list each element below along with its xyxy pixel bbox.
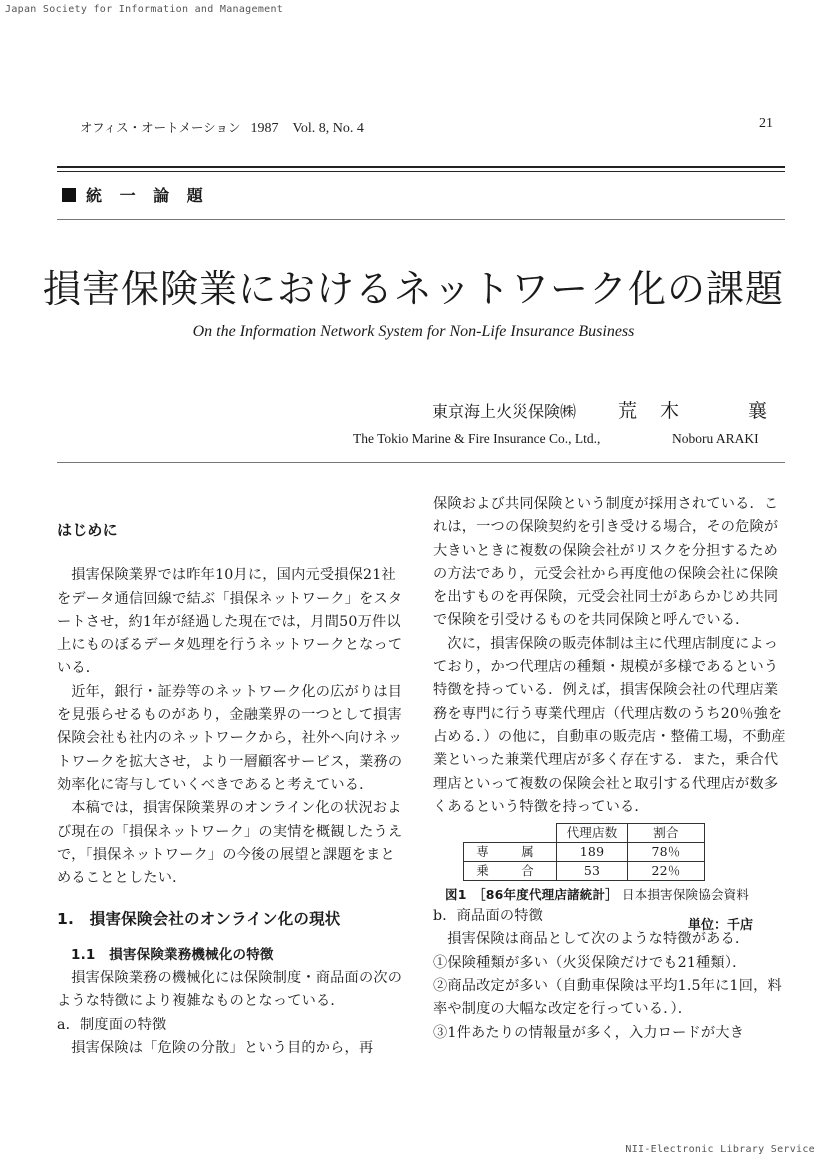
table-cell: 78％ [628, 843, 705, 862]
section-label [62, 183, 209, 206]
paragraph: 近年，銀行・証券等のネットワーク化の広がりは目を見張らせるものがあり，金融業界の一つとして損害保険会社も社内のネットワークから，社外へ向けネットワークを拡大させ，より一層顧客サービス，業務の効率化に寄与していくべきであると考えている． [57, 683, 403, 793]
right-column [433, 493, 791, 1045]
paragraph: 損害保険業界では昨年10月に，国内元受損保21社をデータ通信回線で結ぶ「損保ネットワーク」をスタートさせ，約1年が経過した現在では，月間50万件以上にものぼるデータ処理を行うネットワークとなっている． [57, 567, 403, 677]
table-cell: 22％ [628, 862, 705, 881]
list-item: ③1件あたりの情報量が多く，入力ロードが大き [433, 1024, 745, 1041]
section-label-text: 統 一 論 題 [86, 186, 209, 205]
list-item: a．制度面の特徴 [57, 1016, 167, 1033]
author-affiliation-ja: 東京海上火災保険㈱ [432, 402, 577, 421]
table-unit-label: 単位：千店 [688, 918, 754, 933]
list-item: ①保険種類が多い（火災保険だけでも21種類）． [433, 954, 747, 971]
section-rule [57, 219, 785, 220]
running-head [80, 117, 364, 137]
author-affiliation-en: The Tokio Marine & Fire Insurance Co., Ltd., [353, 431, 601, 446]
author-name-part: 木 [660, 400, 680, 422]
author-name-en: Noboru ARAKI [672, 431, 759, 446]
table-cell: 53 [557, 862, 628, 881]
table-row-label: 専 属 [464, 843, 557, 862]
table-corner-cell [464, 824, 557, 843]
paragraph: 保険および共同保険という制度が採用されている．これは，一つの保険契約を引き受ける場合，その危険が大きいときに複数の保険会社がリスクを分担するための方法であり，元受会社から再度他の保険会社に保険を出すものを再保険，元受会社同士があらかじめ共同で保険を引受けるものを共同保険と呼んでいる． [433, 496, 779, 629]
table-header-cell: 割合 [628, 824, 705, 843]
header-rule-thick [57, 166, 785, 168]
watermark-bottom: NII-Electronic Library Service [625, 1144, 815, 1155]
left-column [57, 493, 407, 1060]
subsection-heading: 1.1 損害保険業務機械化の特徴 [71, 946, 274, 963]
paragraph: 次に，損害保険の販売体制は主に代理店制度によっており，かつ代理店の種類・規模が多様であるという特徴を持っている．例えば，損害保険会社の代理店業務を専門に行う専業代理店（代理店数のうち20％強を占める．）の他に，自動車の販売店・整備工場，不動産業といった兼業代理店が多く存在する．また，乗合代理店といって複数の保険会社と取引する代理店が数多くあるという特徴を持っている． [433, 635, 786, 815]
intro-heading: はじめに [57, 521, 118, 539]
paragraph: 損害保険は商品として次のような特徴がある． [447, 931, 750, 948]
figure-title: ［86年度代理店諸統計］ [479, 887, 618, 903]
table-row [464, 862, 705, 881]
square-bullet-icon [62, 188, 76, 202]
author-rule [57, 462, 785, 463]
author-name-ja [618, 396, 767, 423]
section-heading: 1. 損害保険会社のオンライン化の現状 [57, 910, 341, 929]
author-name-part: 荒 [618, 400, 638, 422]
journal-name: オフィス・オートメーション [80, 120, 241, 135]
figure-source: 日本損害保険協会資料 [622, 887, 750, 903]
table-row-label: 乗 合 [464, 862, 557, 881]
table-row [464, 843, 705, 862]
author-name-part: 襄 [748, 400, 768, 422]
paragraph: 損害保険は「危険の分散」という目的から，再 [71, 1039, 374, 1056]
journal-volume: 1987 Vol. 8, No. 4 [250, 121, 364, 136]
title-en: On the Information Network System for Non-Life Insurance Business [192, 323, 635, 340]
title-ja: 損害保険業におけるネットワーク化の課題 [42, 267, 784, 311]
paragraph: 本稿では，損害保険業界のオンライン化の状況および現在の「損保ネットワーク」の実情を概観したうえで，「損保ネットワーク」の今後の展望と課題をまとめることとしたい． [57, 800, 403, 887]
paragraph: 損害保険業務の機械化には保険制度・商品面の次のような特徴により複雑なものとなっている． [57, 970, 403, 1010]
table-cell: 189 [557, 843, 628, 862]
figure-label: 図1 [445, 887, 467, 903]
list-item: b．商品面の特徴 [433, 908, 543, 925]
figure-caption [445, 885, 791, 905]
table-header-row [464, 824, 705, 843]
watermark-top: Japan Society for Information and Management [5, 4, 284, 15]
header-rule-thin [57, 171, 785, 172]
list-item: ②商品改定が多い（自動車保険は平均1.5年に1回，料率や制度の大幅な改定を行っている．）． [433, 978, 782, 1018]
agency-statistics-table [463, 823, 705, 881]
table-header-cell: 代理店数 [557, 824, 628, 843]
page-number: 21 [759, 116, 773, 131]
